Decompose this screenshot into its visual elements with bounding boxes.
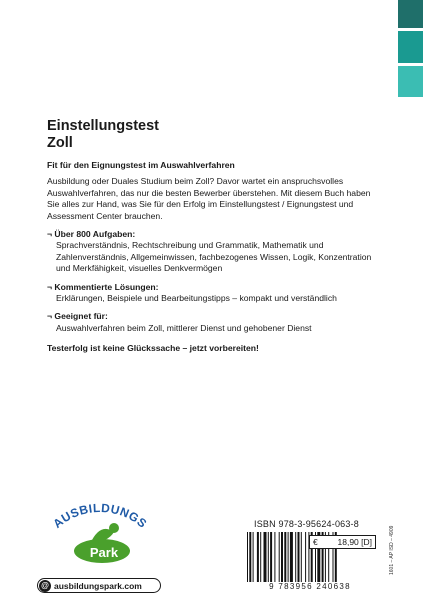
side-code: 1601 – AP ISD – 4909 xyxy=(389,525,395,575)
feature-heading: ¬ Kommentierte Lösungen: xyxy=(47,281,159,292)
color-tab-light xyxy=(398,66,423,97)
website-link[interactable] xyxy=(37,578,161,593)
logo-arc-text: AUSBILDUNGS xyxy=(50,500,150,531)
price-box xyxy=(309,535,376,549)
price-currency: € xyxy=(313,537,318,547)
logo-park-text: Park xyxy=(89,545,119,560)
book-title-line1: Einstellungstest xyxy=(47,118,159,134)
isbn: ISBN 978-3-95624-063-8 xyxy=(254,519,359,529)
feature-body: Sprachverständnis, Rechtschreibung und Grammatik, Mathematik und Zahlenverständnis, Allgemeinwissen, fachbezogenes Wissen, Logik, Konzentration und Merkfähigkeit, visuelles Denkvermögen xyxy=(56,240,372,274)
feature-section xyxy=(47,282,377,305)
color-tab-dark xyxy=(398,0,423,28)
feature-body: Erklärungen, Beispiele und Bearbeitungstipps – kompakt und verständlich xyxy=(56,293,337,304)
price-amount: 18,90 [D] xyxy=(337,537,372,547)
feature-heading: ¬ Geeignet für: xyxy=(47,311,108,322)
svg-text:AUSBILDUNGS xyxy=(50,501,149,531)
back-cover-text xyxy=(47,118,377,355)
feature-section xyxy=(47,229,377,275)
at-sign-icon: @ xyxy=(39,580,51,592)
closing-slogan: Testerfolg ist keine Glückssache – jetzt vorbereiten! xyxy=(47,343,259,354)
feature-section xyxy=(47,311,377,334)
intro-paragraph: Ausbildung oder Duales Studium beim Zoll? Davor wartet ein anspruchsvolles Auswahlverfahren, das nur die besten Bewerber überstehen. Mit diesem Buch haben Sie alles zur Hand, was Sie für den Erfolg im Einstellungstest / Eignungstest und Assessment Center brauchen. xyxy=(47,176,371,221)
ausbildungspark-logo xyxy=(30,500,168,568)
color-tab-mid xyxy=(398,31,423,63)
feature-body: Auswahlverfahren beim Zoll, mittlerer Dienst und gehobener Dienst xyxy=(56,322,312,333)
book-title-line2: Zoll xyxy=(47,135,73,151)
subtitle: Fit für den Eignungstest im Auswahlverfahren xyxy=(47,160,235,170)
barcode-number: 9 783956 240638 xyxy=(269,582,351,591)
website-text: ausbildungspark.com xyxy=(54,580,142,591)
feature-heading: ¬ Über 800 Aufgaben: xyxy=(47,229,136,240)
